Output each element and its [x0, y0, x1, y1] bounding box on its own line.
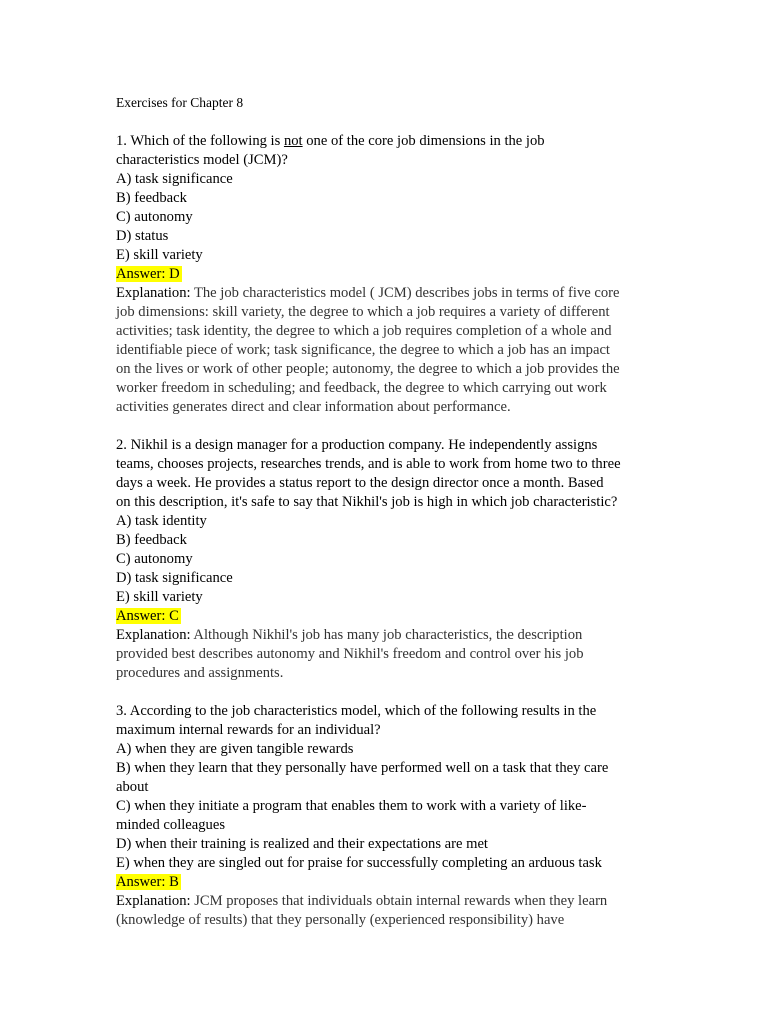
question-2-option-e: E) skill variety	[116, 589, 203, 605]
question-3-option-c: C) when they initiate a program that enables them to work with a variety of like-	[116, 798, 587, 814]
question-2-option-a: A) task identity	[116, 513, 207, 529]
question-3-explanation-line-1	[116, 892, 656, 911]
question-3-option-d: D) when their training is realized and their expectations are met	[116, 836, 488, 852]
question-1-answer: Answer: D	[116, 266, 180, 282]
question-1-answer-line	[116, 265, 656, 284]
document-title: Exercises for Chapter 8	[116, 95, 244, 110]
paragraph-gap	[116, 683, 656, 702]
question-1-option-c: C) autonomy	[116, 209, 193, 225]
question-3	[116, 702, 656, 930]
question-2-explanation-line-2: provided best describes autonomy and Nikhil's freedom and control over his job	[116, 646, 584, 662]
question-2-text-line-3: days a week. He provides a status report to the design director once a month. Based	[116, 475, 604, 491]
question-1	[116, 132, 656, 417]
question-1-option-a: A) task significance	[116, 171, 233, 187]
question-1-explanation-line-7: activities generates direct and clear information about performance.	[116, 399, 511, 415]
question-2-text-line-1: 2. Nikhil is a design manager for a production company. He independently assigns	[116, 437, 598, 453]
question-1-explanation-line-1	[116, 284, 656, 303]
question-1-option-e: E) skill variety	[116, 247, 203, 263]
question-1-explanation-text: The job characteristics model ( JCM) describes jobs in terms of five core	[190, 285, 620, 301]
question-2-option-b: B) feedback	[116, 532, 187, 548]
question-2-explanation-line-3: procedures and assignments.	[116, 665, 284, 681]
question-3-option-a: A) when they are given tangible rewards	[116, 741, 354, 757]
paragraph-gap	[116, 417, 656, 436]
question-3-option-b-cont: about	[116, 779, 149, 795]
question-1-explanation-line-5: on the lives or work of other people; autonomy, the degree to which a job provides the	[116, 361, 620, 377]
question-1-explanation-line-3: activities; task identity, the degree to which a job requires completion of a whole and	[116, 323, 612, 339]
question-1-explanation-line-2: job dimensions: skill variety, the degree to which a job requires a variety of different	[116, 304, 610, 320]
document-page	[116, 94, 656, 930]
question-3-option-e: E) when they are singled out for praise for successfully completing an arduous task	[116, 855, 602, 871]
question-2	[116, 436, 656, 683]
question-1-explanation-line-6: worker freedom in scheduling; and feedback, the degree to which carrying out work	[116, 380, 607, 396]
question-3-answer-line	[116, 873, 656, 892]
question-3-option-b: B) when they learn that they personally have performed well on a task that they care	[116, 760, 609, 776]
question-1-explanation-line-4: identifiable piece of work; task significance, the degree to which a job has an impact	[116, 342, 610, 358]
question-2-answer-line	[116, 607, 656, 626]
question-1-underlined-word: not	[283, 133, 303, 149]
question-3-explanation-line-2: (knowledge of results) that they personally (experienced responsibility) have	[116, 912, 565, 928]
question-1-option-b: B) feedback	[116, 190, 187, 206]
question-2-explanation-line-1	[116, 626, 656, 645]
question-1-option-d: D) status	[116, 228, 169, 244]
question-1-explanation-label: Explanation:	[116, 285, 191, 301]
question-1-text-prefix: 1. Which of the following is	[116, 133, 284, 149]
question-2-option-d: D) task significance	[116, 570, 233, 586]
question-1-text-suffix: one of the core job dimensions in the job	[302, 133, 545, 149]
question-2-explanation-text: Although Nikhil's job has many job characteristics, the description	[190, 627, 583, 643]
question-3-explanation-text: JCM proposes that individuals obtain internal rewards when they learn	[190, 893, 608, 909]
question-3-answer: Answer: B	[116, 874, 179, 890]
question-2-explanation-label: Explanation:	[116, 627, 191, 643]
question-2-option-c: C) autonomy	[116, 551, 193, 567]
question-1-text	[116, 132, 656, 151]
question-2-text-line-4: on this description, it's safe to say that Nikhil's job is high in which job characteristic?	[116, 494, 618, 510]
question-1-text-cont: characteristics model (JCM)?	[116, 152, 288, 168]
question-3-explanation-label: Explanation:	[116, 893, 191, 909]
question-3-text-line-2: maximum internal rewards for an individual?	[116, 722, 381, 738]
question-3-text-line-1: 3. According to the job characteristics model, which of the following results in the	[116, 703, 597, 719]
question-2-text-line-2: teams, chooses projects, researches trends, and is able to work from home two to three	[116, 456, 621, 472]
question-2-answer: Answer: C	[116, 608, 179, 624]
question-3-option-c-cont: minded colleagues	[116, 817, 226, 833]
